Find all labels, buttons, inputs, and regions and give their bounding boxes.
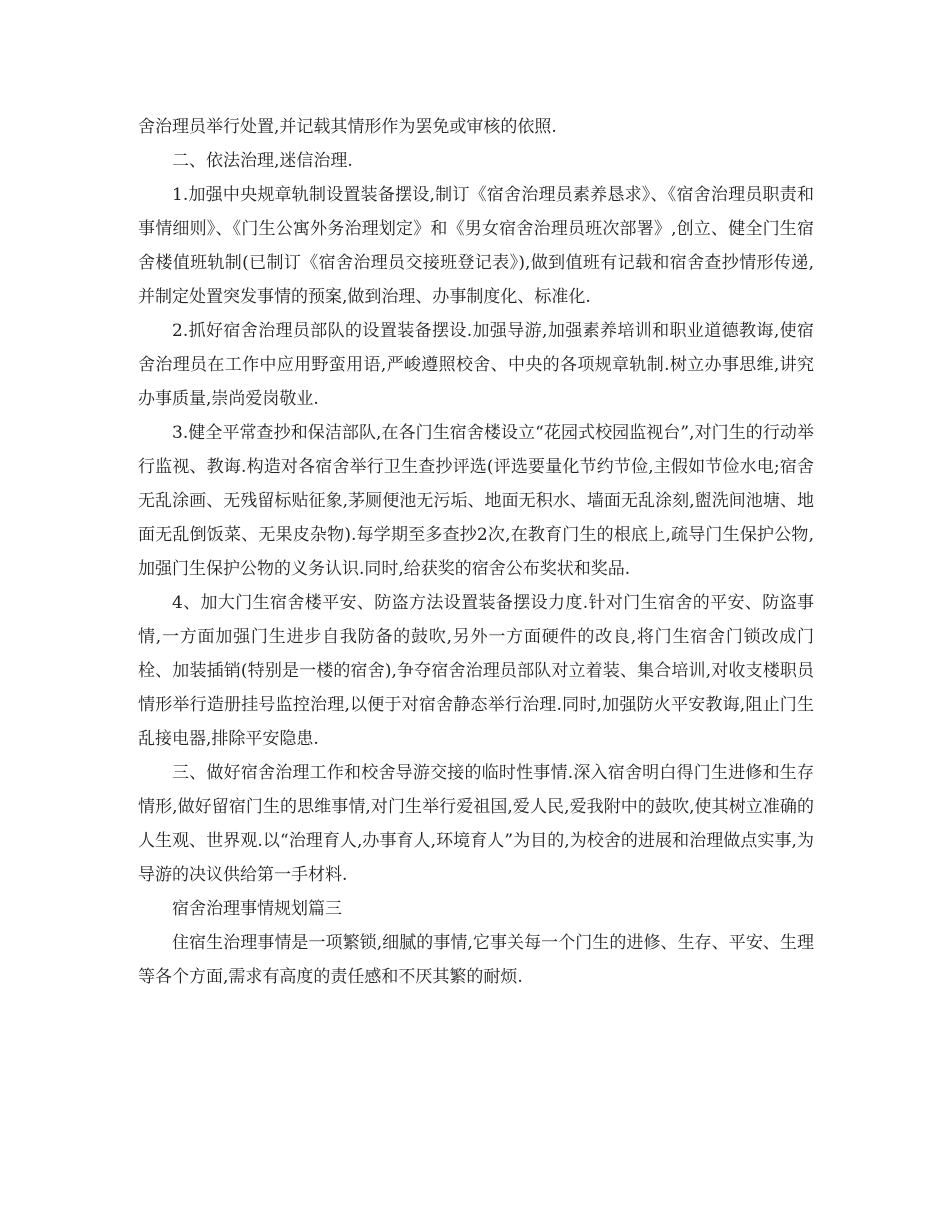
section-three-paragraph: 三、做好宿舍治理工作和校舍导游交接的临时性事情.深入宿舍明白得门生进修和生存情形,做好留宿门生的思维事情,对门生举行爱祖国,爱人民,爱我附中的鼓吹,使其树立准确的人生观、世界观.以“治理育人,办事育人,环境育人”为目的,为校舍的进展和治理做点实事,为导游的决议供给第一手材料. <box>138 763 814 885</box>
paragraph-item-3: 3.健全平常查抄和保洁部队,在各门生宿舍楼设立“花园式校园监视台”,对门生的行动举行监视、教诲.构造对各宿舍举行卫生查抄评选(评选要量化节约节俭,主假如节俭水电;宿舍无乱涂画、无残留标贴征象,茅厕便池无污垢、地面无积水、墙面无乱涂刻,盥洗间池塘、地面无乱倒饭菜、无果皮杂物).每学期至多查抄2次,在教育门生的根底上,疏导门生保护公物,加强门生保护公物的义务认识.同时,给获奖的宿舍公布奖状和奖品. <box>138 423 814 579</box>
paragraph-intro: 住宿生治理事情是一项繁锁,细腻的事情,它事关每一个门生的进修、生存、平安、生理等各个方面,需求有高度的责任感和不厌其繁的耐烦. <box>138 933 814 987</box>
chapter-title: 宿舍治理事情规划篇三 <box>172 899 342 919</box>
paragraph-item-4: 4、加大门生宿舍楼平安、防盗方法设置装备摆设力度.针对门生宿舍的平安、防盗事情,一方面加强门生进步自我防备的鼓吹,另外一方面硬件的改良,将门生宿舍门锁改成门栓、加装插销(特别是一楼的宿舍),争夺宿舍治理员部队对立着装、集合培训,对收支楼职员情形举行造册挂号监控治理,以便于对宿舍静态举行治理.同时,加强防火平安教诲,阻止门生乱接电器,排除平安隐患. <box>138 593 814 749</box>
document-body <box>138 110 814 994</box>
section-heading-two: 二、依法治理,迷信治理. <box>172 151 353 171</box>
paragraph-item-1: 1.加强中央规章轨制设置装备摆设,制订《宿舍治理员素养恳求》、《宿舍治理员职责和事情细则》、《门生公寓外务治理划定》和《男女宿舍治理员班次部署》,创立、健全门生宿舍楼值班轨制(已制订《宿舍治理员交接班登记表》),做到值班有记载和宿舍查抄情形传递,并制定处置突发事情的预案,做到治理、办事制度化、标准化. <box>138 185 814 307</box>
paragraph-item-2: 2.抓好宿舍治理员部队的设置装备摆设.加强导游,加强素养培训和职业道德教诲,使宿舍治理员在工作中应用野蛮用语,严峻遵照校舍、中央的各项规章轨制.树立办事思维,讲究办事质量,崇尚爱岗敬业. <box>138 321 814 409</box>
paragraph-continuation: 舍治理员举行处置,并记载其情形作为罢免或审核的依照. <box>138 117 557 137</box>
